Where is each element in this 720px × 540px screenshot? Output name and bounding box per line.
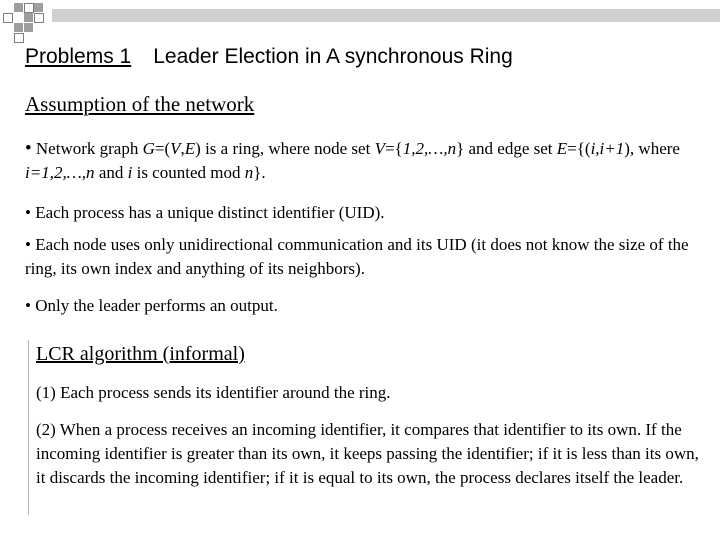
assumption-item: • Each process has a unique distinct identifier (UID). bbox=[25, 203, 385, 222]
math-var: E bbox=[184, 139, 196, 158]
corner-square bbox=[14, 33, 24, 43]
math-var: i bbox=[127, 163, 133, 182]
text-run: and bbox=[94, 163, 128, 182]
assumption-item: • Only the leader performs an output. bbox=[25, 296, 278, 315]
text-run: ) is a ring, where node set bbox=[195, 139, 375, 158]
text-run: } and edge set bbox=[456, 139, 557, 158]
text-run: ={( bbox=[567, 139, 591, 158]
assumption-item bbox=[25, 137, 705, 185]
corner-square bbox=[14, 3, 23, 12]
top-bar bbox=[52, 9, 720, 22]
algorithm-heading: LCR algorithm (informal) bbox=[36, 343, 245, 365]
text-run: =( bbox=[154, 139, 171, 158]
text-run: ={ bbox=[384, 139, 403, 158]
math-var: V bbox=[374, 139, 385, 158]
algorithm-step: (1) Each process sends its identifier around the ring. bbox=[36, 383, 391, 402]
math-var: 1,2,…,n bbox=[402, 139, 457, 158]
math-var: n bbox=[244, 163, 254, 182]
bullet: • bbox=[25, 138, 32, 159]
text-run: , bbox=[180, 139, 185, 158]
corner-square bbox=[34, 13, 44, 23]
text-run: is counted mod bbox=[132, 163, 245, 182]
text-run: Network graph bbox=[35, 139, 143, 158]
corner-square bbox=[34, 3, 43, 12]
corner-square bbox=[24, 13, 33, 22]
corner-square bbox=[24, 23, 33, 32]
assumption-heading: Assumption of the network bbox=[25, 92, 255, 116]
corner-square bbox=[24, 3, 34, 13]
math-var: E bbox=[556, 139, 568, 158]
text-run: }. bbox=[253, 163, 266, 182]
text-run: ), where bbox=[624, 139, 680, 158]
problem-label: Problems 1 bbox=[25, 45, 132, 68]
math-var: i,i+1 bbox=[590, 139, 625, 158]
math-var: V bbox=[170, 139, 181, 158]
assumption-item: • Each node uses only unidirectional communication and its UID (it does not know the size of the ring, its own index and anything of its neighbors). bbox=[25, 235, 689, 278]
slide-title bbox=[25, 45, 513, 69]
corner-square bbox=[14, 23, 23, 32]
algorithm-divider bbox=[28, 340, 29, 515]
problem-topic: Leader Election in A synchronous Ring bbox=[153, 45, 513, 68]
math-var: i=1,2,…,n bbox=[25, 163, 95, 182]
algorithm-step: (2) When a process receives an incoming identifier, it compares that identifier to its own. If the incoming identifier is greater than its own, it keeps passing the identifier; if it is less than its own, it discards the incoming identifier; if it is equal to its own, the process declares itself the leader. bbox=[36, 420, 699, 487]
corner-square bbox=[3, 13, 13, 23]
math-var: G bbox=[142, 139, 155, 158]
